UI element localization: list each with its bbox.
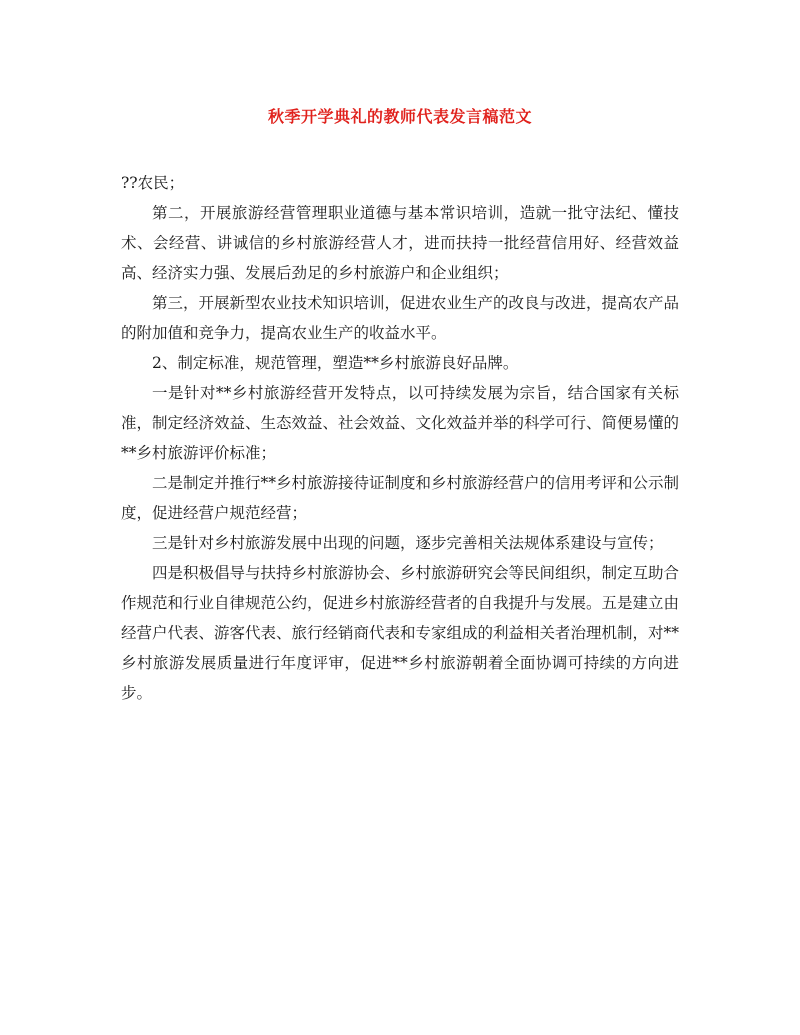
document-title: 秋季开学典礼的教师代表发言稿范文 — [267, 107, 532, 126]
paragraph: ??农民； — [121, 174, 185, 192]
paragraph: 2、制定标准，规范管理，塑造**乡村旅游良好品牌。 — [152, 354, 519, 372]
paragraph: 第三，开展新型农业技术知识培训，促进农业生产的改良与改进，提高农产品的附加值和竞争力，提高农业生产的收益水平。 — [121, 294, 680, 342]
document-body — [121, 168, 679, 708]
paragraph: 四是积极倡导与扶持乡村旅游协会、乡村旅游研究会等民间组织，制定互助合作规范和行业自律规范公约，促进乡村旅游经营者的自我提升与发展。五是建立由经营户代表、游客代表、旅行经销商代表和专家组成的利益相关者治理机制，对**乡村旅游发展质量进行年度评审，促进**乡村旅游朝着全面协调可持续的方向进步。 — [121, 564, 680, 702]
paragraph: 三是针对乡村旅游发展中出现的问题，逐步完善相关法规体系建设与宣传； — [152, 534, 664, 552]
paragraph: 二是制定并推行**乡村旅游接待证制度和乡村旅游经营户的信用考评和公示制度，促进经营户规范经营； — [121, 474, 680, 522]
paragraph: 第二，开展旅游经营管理职业道德与基本常识培训，造就一批守法纪、懂技术、会经营、讲诚信的乡村旅游经营人才，进而扶持一批经营信用好、经营效益高、经济实力强、发展后劲足的乡村旅游户和企业组织； — [121, 204, 679, 282]
paragraph: 一是针对**乡村旅游经营开发特点，以可持续发展为宗旨，结合国家有关标准，制定经济效益、生态效益、社会效益、文化效益并举的科学可行、简便易懂的**乡村旅游评价标准； — [121, 384, 680, 462]
